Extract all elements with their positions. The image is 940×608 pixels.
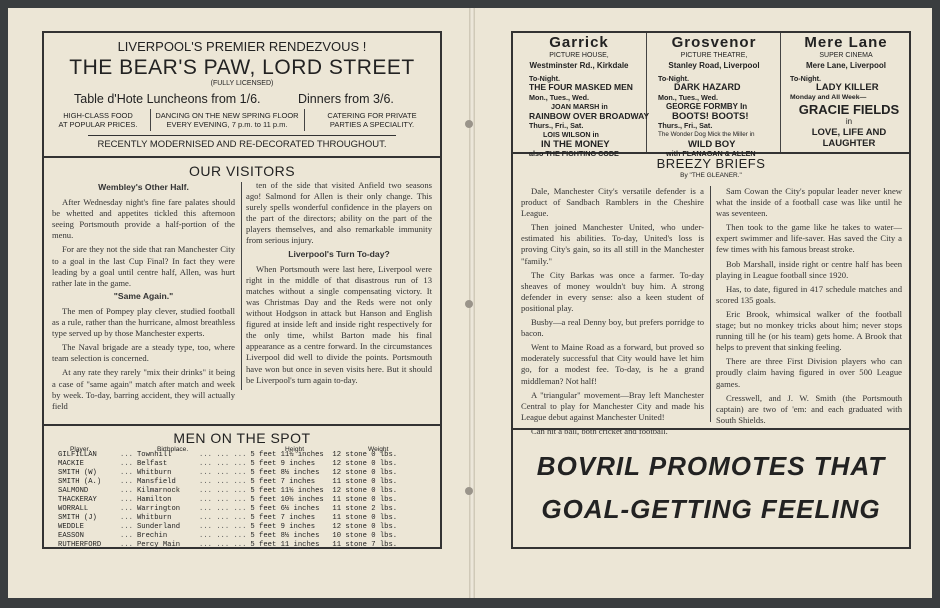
our-visitors-column-1 — [52, 180, 235, 412]
birthplace-cell: Brechin — [136, 532, 168, 540]
dots: ... ... ... — [198, 469, 247, 477]
birthplace-cell: Townhill — [136, 451, 172, 459]
height-cell: 5 feet 8½ inches — [250, 532, 320, 540]
height-cell: 5 feet 11 inches — [250, 541, 320, 549]
birthplace-cell: Belfast — [136, 460, 168, 468]
header-height: Height — [285, 446, 305, 453]
cinema-sub-garrick: PICTURE HOUSE, — [549, 52, 609, 59]
article-paragraph: The City Barkas was once a farmer. To-day sheaves of money wouldn't buy him. A strong defender in every sense: also a keen student of positional play. — [521, 269, 704, 313]
player-cell: SMITH (W) — [58, 469, 97, 477]
staple-hole — [465, 300, 473, 308]
breezy-briefs-column-1 — [521, 186, 704, 437]
player-cell: WORRALL — [58, 505, 89, 513]
cinema-addr-mere-lane: Mere Lane, Liverpool — [805, 61, 887, 70]
cinema-addr-garrick: Westminster Rd., Kirkdale — [529, 61, 629, 70]
cinema-listings-garrick: To-Night. THE FOUR MASKED MEN Mon., Tues., Wed. JOAN MARSH in RAINBOW OVER BROADWAY Thurs., Fri., Sat. LOIS WILSON in IN THE MONEY also THE FIGHTING CODE — [529, 74, 650, 159]
dots: ... ... ... — [198, 487, 247, 495]
column-divider — [241, 182, 242, 390]
article-paragraph: Sam Cowan the City's popular leader never knew what the inside of a football case was like until he was seventeen. — [716, 186, 902, 219]
table-row — [58, 460, 401, 469]
weight-cell: 12 stone 0 lbs. — [332, 451, 398, 459]
our-visitors-column-2 — [246, 180, 432, 386]
weight-cell: 12 stone 0 lbs. — [332, 460, 398, 468]
dots: ... — [120, 496, 133, 504]
dots: ... — [120, 523, 133, 531]
header-player: Player. — [70, 446, 91, 453]
article-paragraph: Eric Brook, whimsical walker of the football stage; but no monkey tricks about him; never stops running till he (or his team) gets home. A Brook that helps to prevent that sinking feeling. — [716, 308, 902, 353]
section-rule — [42, 156, 442, 158]
dots: ... ... ... — [198, 532, 247, 540]
divider — [304, 109, 305, 131]
weight-cell: 11 stone 0 lbs. — [332, 496, 398, 504]
player-cell: SALMOND — [58, 487, 89, 495]
men-on-the-spot-table — [58, 451, 401, 550]
weight-cell: 12 stone 0 lbs. — [332, 487, 398, 495]
player-cell: WEDDLE — [58, 523, 84, 531]
height-cell: 5 feet 6½ inches — [250, 505, 320, 513]
player-cell: RUTHERFORD — [58, 541, 102, 549]
birthplace-cell: Warrington — [136, 505, 181, 513]
birthplace-cell: Mansfield — [136, 478, 176, 486]
birthplace-cell: Percy Main — [136, 541, 181, 549]
table-row — [58, 496, 401, 505]
cinema-name-mere-lane: Mere Lane — [804, 34, 888, 51]
table-row — [58, 514, 401, 523]
table-row — [58, 541, 401, 550]
height-cell: 5 feet 9 inches — [250, 460, 316, 468]
article-paragraph: Cresswell, and J. W. Smith (the Portsmouth captain) are two of 'em: and each graduated with South Shields. — [716, 392, 902, 425]
dots: ... — [120, 514, 133, 522]
article-paragraph: After Wednesday night's fine fare palates should be whetted and appetites tickled this afternoon seeing Portsmouth provide a half-portion of the menu. — [52, 197, 235, 241]
cinema-name-garrick: Garrick — [549, 34, 609, 51]
article-paragraph: When Portsmouth were last here, Liverpool were right in the middle of that disastrous run of 13 matches without a single compensating victory. It was Christmas Day and the Reds were not only without Hodgson in attack but Hanson and English figured at inside left and inside right respectively for the only time, whilst Barton made his final appearance as a centre forward. In the circumstances Liverpool did well to divide the points. Portsmouth have won but once in seven visits here. But it should be Liverpool's turn again to-day. — [246, 263, 432, 385]
article-paragraph: Can hit a ball, both cricket and football. — [531, 425, 668, 436]
bears-paw-food: HIGH-CLASS FOOD AT POPULAR PRICES. — [58, 111, 138, 129]
article-subheading: "Same Again." — [113, 290, 174, 301]
header-birthplace: Birthplace. — [157, 446, 189, 453]
dots: ... — [120, 460, 133, 468]
dots: ... ... ... — [198, 451, 247, 459]
height-cell: 5 feet 8½ inches — [250, 469, 320, 477]
dots: ... ... ... — [198, 523, 247, 531]
cinema-addr-grosvenor: Stanley Road, Liverpool — [668, 61, 760, 70]
dots: ... — [120, 505, 133, 513]
cinema-listings-mere-lane: To-Night. LADY KILLER Monday and All Week— GRACIE FIELDS in LOVE, LIFE AND LAUGHTER — [790, 74, 900, 149]
birthplace-cell: Hamilton — [136, 496, 172, 504]
divider — [150, 109, 151, 131]
article-subheading: Wembley's Other Half. — [98, 182, 189, 192]
article-paragraph: Went to Maine Road as a forward, but proved so moderately successful that City would have let him go, for a modest fee. To-day, is he a grand middleman? Not half! — [521, 342, 704, 386]
breezy-briefs-title: BREEZY BRIEFS — [656, 156, 766, 171]
article-paragraph: Then took to the game like he takes to water—expert swimmer and life-saver. Has saved the City a few times with his famous breast stroke. — [716, 222, 902, 255]
dots: ... ... ... — [198, 460, 247, 468]
bears-paw-licensed: (FULLY LICENSED) — [210, 80, 274, 87]
breezy-briefs-column-2 — [716, 186, 902, 426]
dots: ... ... ... — [198, 514, 247, 522]
dots: ... — [120, 478, 133, 486]
men-on-the-spot-title: MEN ON THE SPOT — [173, 430, 311, 446]
height-cell: 5 feet 11½ inches — [250, 487, 324, 495]
player-cell: SMITH (J) — [58, 514, 97, 522]
table-row — [58, 523, 401, 532]
player-cell: GILFILLAN — [58, 451, 97, 459]
bears-paw-catering: CATERING FOR PRIVATE PARTIES A SPECIALITY. — [327, 111, 417, 129]
article-paragraph: The men of Pompey play clever, studied football as a rule, rather than the hurricane, almost breathless type served up by those Manchester experts. — [52, 305, 235, 339]
birthplace-cell: Sunderland — [136, 523, 181, 531]
article-paragraph: For are they not the side that ran Manchester City to a goal in the last Cup Final? In fact they were leading by a goal until centre half, Allen, was hurt rather late in the game. — [52, 244, 235, 288]
bears-paw-name: THE BEAR'S PAW, LORD STREET — [69, 56, 415, 79]
table-row — [58, 451, 401, 460]
weight-cell: 10 stone 0 lbs. — [332, 532, 398, 540]
article-paragraph: Then joined Manchester United, who under-estimated his abilities. To-day, United's loss is proving City's gain, so its all still in the Manchester "family." — [521, 222, 704, 266]
birthplace-cell: Whitburn — [136, 514, 172, 522]
dots: ... — [120, 541, 133, 549]
height-cell: 5 feet 10½ inches — [250, 496, 324, 504]
weight-cell: 11 stone 0 lbs. — [332, 514, 398, 522]
dots: ... — [120, 487, 133, 495]
cinema-name-grosvenor: Grosvenor — [671, 34, 757, 51]
weight-cell: 12 stone 0 lbs. — [332, 469, 398, 477]
bovril-line-2: GOAL-GETTING FEELING — [541, 494, 881, 524]
dots: ... — [120, 469, 133, 477]
staple-hole — [465, 487, 473, 495]
article-paragraph: There are three First Division players who can proudly claim having figured in over 500 League games. — [716, 356, 902, 389]
player-cell: THACKERAY — [58, 496, 97, 504]
bears-paw-modernised: RECENTLY MODERNISED AND RE-DECORATED THROUGHOUT. — [97, 139, 387, 150]
weight-cell: 11 stone 2 lbs. — [332, 505, 398, 513]
dots: ... — [120, 451, 133, 459]
bears-paw-dinners: Dinners from 3/6. — [298, 92, 394, 106]
dots: ... ... ... — [198, 541, 247, 549]
birthplace-cell: Whitburn — [136, 469, 172, 477]
article-subheading: Liverpool's Turn To-day? — [288, 248, 390, 259]
cinema-sub-mere-lane: SUPER CINEMA — [819, 52, 873, 59]
section-rule — [42, 424, 442, 426]
dots: ... — [120, 532, 133, 540]
article-paragraph: Bob Marshall, inside right or centre half has been playing in League football since 1920. — [716, 258, 902, 280]
height-cell: 5 feet 9 inches — [250, 523, 316, 531]
player-cell: EASSON — [58, 532, 84, 540]
dots: ... ... ... — [198, 478, 247, 486]
height-cell: 5 feet 7 inches — [250, 478, 316, 486]
weight-cell: 11 stone 0 lbs. — [332, 478, 398, 486]
weight-cell: 11 stone 7 lbs. — [332, 541, 398, 549]
article-paragraph: A "triangular" movement—Bray left Manchester Central to play for Manchester City and made his League debut against Manchester United! — [521, 389, 704, 422]
rule — [88, 135, 396, 136]
bears-paw-dancing: DANCING ON THE NEW SPRING FLOOR EVERY EVENING, 7 p.m. to 11 p.m. — [155, 111, 299, 129]
height-cell: 5 feet 7 inches — [250, 514, 316, 522]
article-paragraph: ten of the side that visited Anfield two seasons ago! Salmond for Allen is their only change. This surely spells wonderful confidence in the players on the part of the directors; ability on the part of the players themselves, and also remarkable immunity from serious injury. — [246, 180, 432, 246]
player-cell: SMITH (A.) — [58, 478, 102, 486]
dots: ... ... ... — [198, 505, 247, 513]
table-row — [58, 532, 401, 541]
height-cell: 5 feet 11½ inches — [250, 451, 324, 459]
article-paragraph: At any rate they rarely "mix their drinks" it being a case of "same again" match after match and week by week. To-day, barring accident, they will actually field — [52, 367, 235, 411]
header-weight: Weight — [368, 446, 389, 453]
table-row — [58, 505, 401, 514]
table-row — [58, 478, 401, 487]
table-row — [58, 469, 401, 478]
player-cell: MACKIE — [58, 460, 84, 468]
our-visitors-title: OUR VISITORS — [188, 163, 296, 179]
article-paragraph: The Naval brigade are a steady type, too, where team selection is concerned. — [52, 342, 235, 364]
article-paragraph: Dale, Manchester City's versatile defender is a product of Sandbach Ramblers in the Cheshire League. — [521, 186, 704, 219]
table-row — [58, 487, 401, 496]
article-paragraph: Busby—a real Denny boy, but prefers porridge to bacon. — [521, 317, 704, 339]
weight-cell: 12 stone 0 lbs. — [332, 523, 398, 531]
bears-paw-premier: LIVERPOOL'S PREMIER RENDEZVOUS ! — [117, 39, 367, 54]
dots: ... ... ... — [198, 496, 247, 504]
article-paragraph: Has, to date, figured in 417 schedule matches and scored 135 goals. — [716, 283, 902, 305]
column-divider — [710, 186, 711, 422]
cinema-sub-grosvenor: PICTURE THEATRE, — [680, 52, 748, 59]
breezy-briefs-byline: By "THE GLEANER." — [680, 172, 742, 179]
section-rule — [511, 428, 911, 430]
cinema-listings-grosvenor: To-Night. DARK HAZARD Mon., Tues., Wed. GEORGE FORMBY In BOOTS! BOOTS! Thurs., Fri., Sat. The Wonder Dog Mick the Miller in WILD BOY with FLANAGAN & ALLEN — [658, 74, 756, 159]
bovril-line-1: BOVRIL PROMOTES THAT — [536, 451, 886, 481]
bears-paw-luncheons: Table d'Hote Luncheons from 1/6. — [74, 92, 261, 106]
staple-hole — [465, 120, 473, 128]
birthplace-cell: Kilmarnock — [136, 487, 181, 495]
